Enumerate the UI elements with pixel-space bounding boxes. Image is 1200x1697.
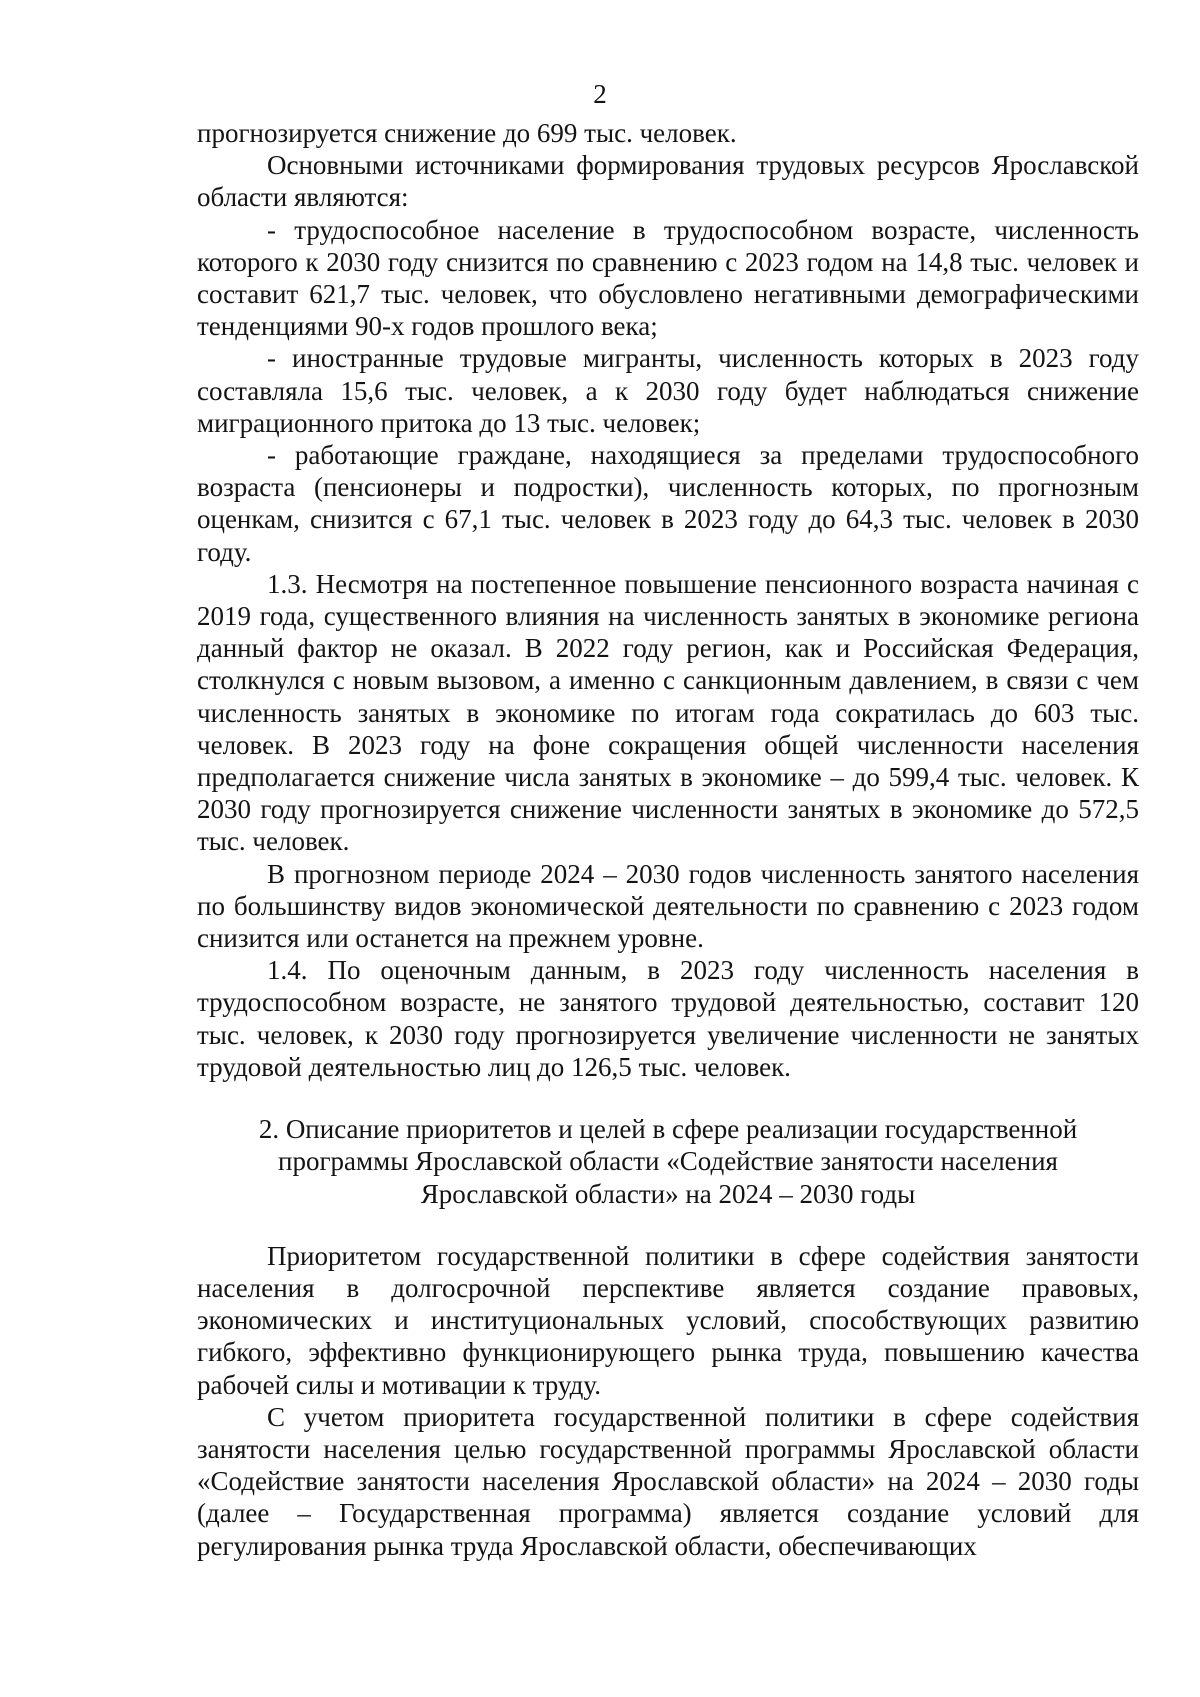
document-body	[197, 117, 1139, 1562]
heading-line: программы Ярославской области «Содействие занятости населения	[278, 1146, 1058, 1177]
page-number: 2	[593, 79, 607, 109]
heading-line: Ярославской области» на 2024 – 2030 годы	[420, 1178, 916, 1209]
list-item-pensioners: - работающие граждане, находящиеся за пределами трудоспособного возраста (пенсионеры и подростки), численность которых, по прогнозным оценкам, снизится с 67,1 тыс. человек в 2023 году до 64,3 тыс. человек в 2030 году.	[197, 440, 1139, 567]
paragraph-1-3: 1.3. Несмотря на постепенное повышение пенсионного возраста начиная с 2019 года, существенного влияния на численность занятых в экономике региона данный фактор не оказал. В 2022 году регион, как и Российская Федерация, столкнулся с новым вызовом, а именно с санкционным давлением, в связи с чем численность занятых в экономике по итогам года сократилась до 603 тыс. человек. В 2023 году на фоне сокращения общей численности населения предполагается снижение числа занятых в экономике – до 599,4 тыс. человек. К 2030 году прогнозируется снижение численности занятых в экономике до 572,5 тыс. человек.	[197, 568, 1139, 857]
paragraph-intro-tail: прогнозируется снижение до 699 тыс. человек.	[197, 118, 737, 148]
heading-line: 2. Описание приоритетов и целей в сфере реализации государственной	[258, 1114, 1078, 1145]
paragraph-forecast: В прогнозном периоде 2024 – 2030 годов численность занятого населения по большинству видов экономической деятельности по сравнению с 2023 годом снизится или останется на прежнем уровне.	[197, 858, 1139, 954]
paragraph-goal: С учетом приоритета государственной политики в сфере содействия занятости населения целью государственной программы Ярославской области «Содействие занятости населения Ярославской области» на 2024 – 2030 годы (далее – Государственная программа) является создание условий для регулирования рынка труда Ярославской области, обеспечивающих	[197, 1401, 1139, 1561]
list-item-migrants: - иностранные трудовые мигранты, численность которых в 2023 году составляла 15,6 тыс. человек, а к 2030 году будет наблюдаться снижение миграционного притока до 13 тыс. человек;	[197, 343, 1139, 438]
section-heading-2	[197, 1113, 1139, 1210]
list-item-working-age: - трудоспособное население в трудоспособном возрасте, численность которого к 2030 году снизится по сравнению с 2023 годом на 14,8 тыс. человек и составит 621,7 тыс. человек, что обусловлено негативными демографическими тенденциями 90-х годов прошлого века;	[197, 214, 1139, 342]
paragraph-priority: Приоритетом государственной политики в сфере содействия занятости населения в долгосрочной перспективе является создание правовых, экономических и институциональных условий, способствующих развитию гибкого, эффективно функционирующего рынка труда, повышению качества рабочей силы и мотивации к труду.	[197, 1240, 1139, 1400]
paragraph-sources-intro: Основными источниками формирования трудовых ресурсов Ярославской области являются:	[197, 150, 1139, 213]
paragraph-1-4: 1.4. По оценочным данным, в 2023 году численность населения в трудоспособном возрасте, не занятого трудовой деятельностью, составит 120 тыс. человек, к 2030 году прогнозируется увеличение численности не занятых трудовой деятельностью лиц до 126,5 тыс. человек.	[197, 955, 1139, 1082]
